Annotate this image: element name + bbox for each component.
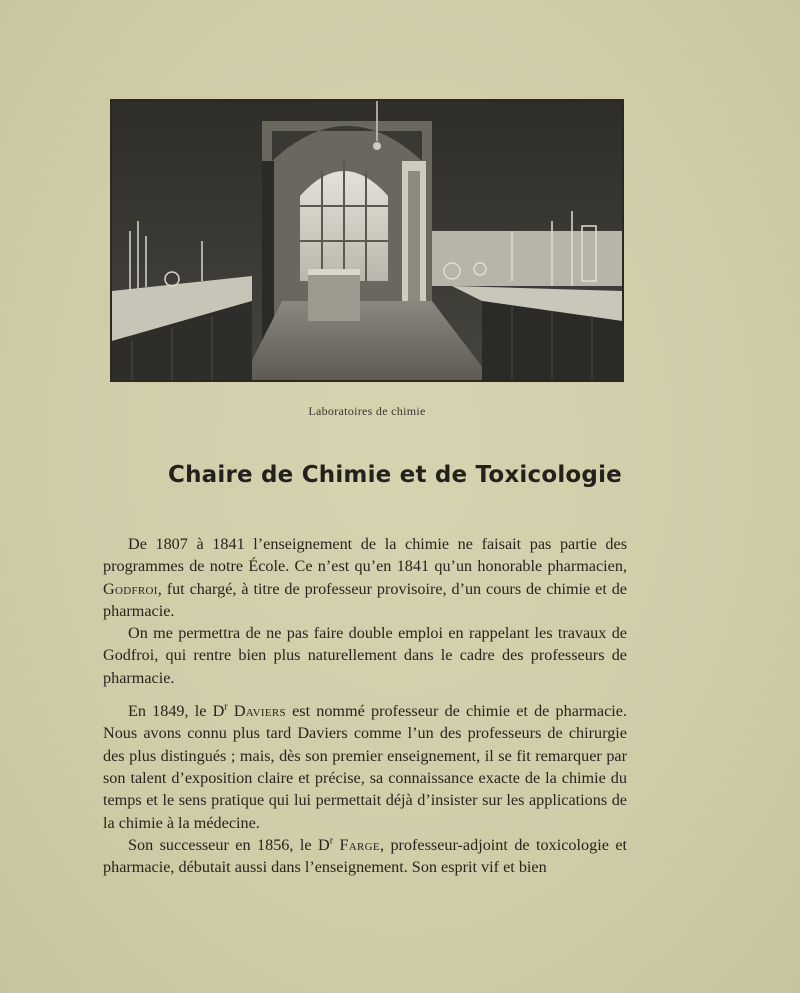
paragraph-3 <box>103 700 627 834</box>
paragraph-1-text-b: , fut chargé, à titre de professeur provisoire, d’un cours de chimie et de pharmacie. <box>103 579 627 620</box>
paragraph-3-text-a: En 1849, le D <box>128 702 225 721</box>
section-title: Chaire de Chimie et de Toxicologie <box>168 462 622 488</box>
paragraph-3-text-b: est nommé professeur de chimie et de pharmacie. Nous avons connu plus tard Daviers comme l’un des professeurs de chirurgie des plus distingués ; mais, dès son premier enseignement, il se fit remarquer par son talent d’exposition claire et précise, sa connaissance exacte de la chimie du temps et le sens pratique qui lui permettait déjà d’insister sur les applications de la chimie à la médecine. <box>103 702 627 832</box>
laboratory-photo-image <box>112 101 622 380</box>
figure-caption: Laboratoires de chimie <box>308 404 426 418</box>
paragraph-4-text-a: Son successeur en 1856, le D <box>128 835 330 854</box>
paragraph-1 <box>103 533 627 622</box>
name-daviers: Daviers <box>233 702 286 721</box>
name-godfroi: Godfroi <box>103 579 158 598</box>
paragraph-4-text-b: , professeur-adjoint de toxicologie et pharmacie, débutait aussi dans l’enseignement. Son esprit vif et bien <box>103 835 628 877</box>
laboratory-photograph <box>110 99 624 382</box>
doctor-superscript: r <box>329 835 334 847</box>
paragraph-4 <box>103 834 627 879</box>
name-farge: Farge <box>339 835 380 854</box>
paragraph-1-text-a: De 1807 à 1841 l’enseignement de la chimie ne faisait pas partie des programmes de notre École. Ce n’est qu’en 1841 qu’un honorable pharmacien, <box>103 535 627 576</box>
paragraph-2: On me permettra de ne pas faire double emploi en rappelant les travaux de Godfroi, qui rentre bien plus naturellement dans le cadre des professeurs de pharmacie. <box>103 624 627 687</box>
doctor-superscript: r <box>224 701 228 713</box>
body-text <box>103 533 627 878</box>
